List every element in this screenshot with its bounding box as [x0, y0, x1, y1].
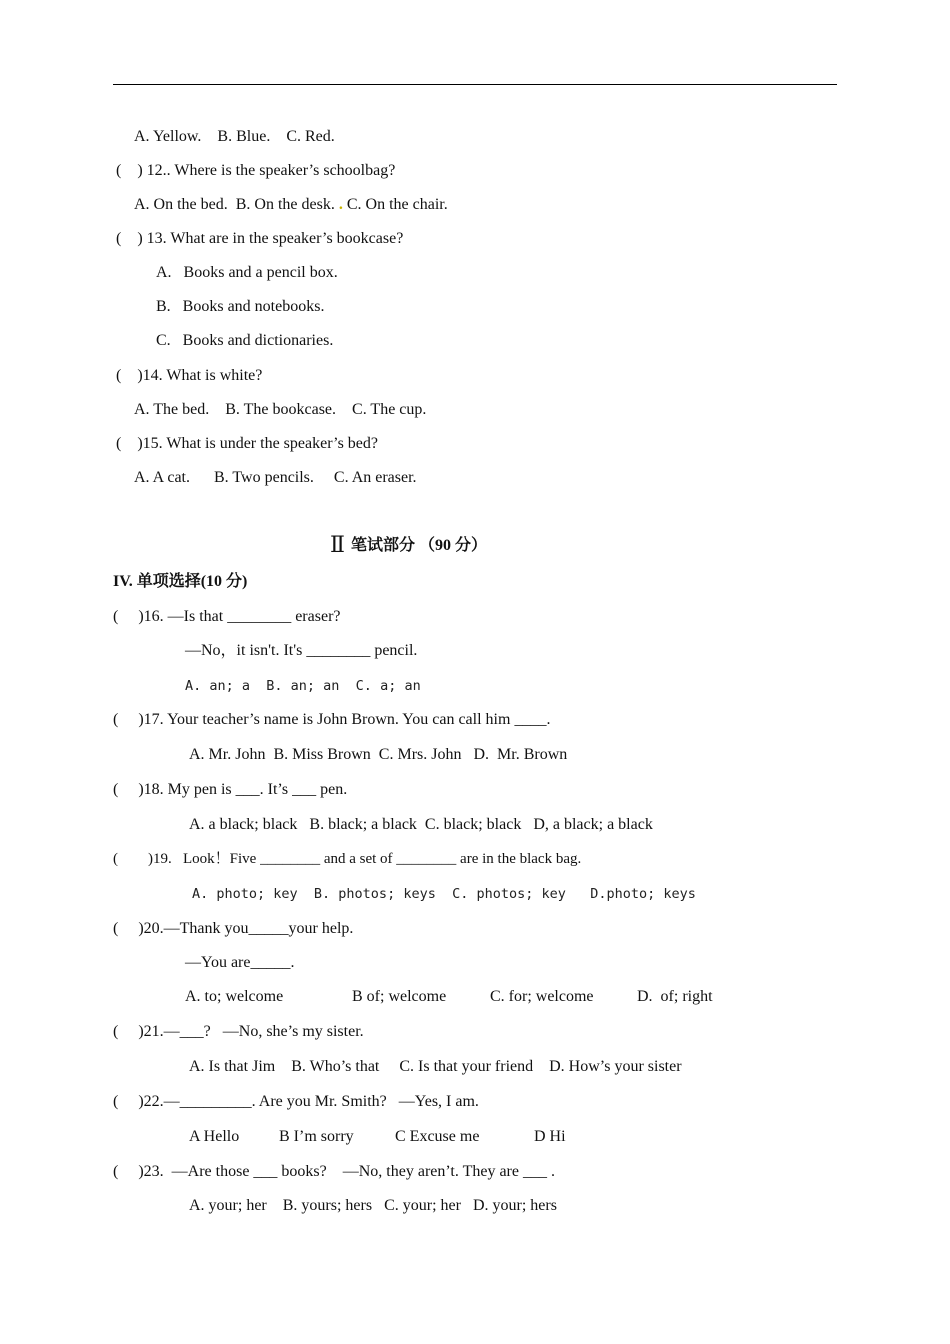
q20-option-c: C. for; welcome [490, 988, 594, 1005]
q22-option-b: B I’m sorry [279, 1128, 354, 1145]
q19-stem: ( )19. Look！Five ________ and a set of ________ are in the black bag. [113, 851, 582, 867]
q15-options: A. A cat. B. Two pencils. C. An eraser. [134, 469, 417, 486]
q16-options: A. an; a B. an; an C. a; an [185, 678, 421, 694]
q22-option-d: D Hi [534, 1128, 566, 1145]
q17-stem: ( )17. Your teacher’s name is John Brown. You can call him ____. [113, 711, 551, 728]
q14-stem: ( )14. What is white? [116, 367, 263, 384]
q18-options: A. a black; black B. black; a black C. black; black D, a black; a black [189, 816, 653, 833]
q22-option-c: C Excuse me [395, 1128, 480, 1145]
q17-options: A. Mr. John B. Miss Brown C. Mrs. John D. Mr. Brown [189, 746, 568, 763]
q13-option-a: A. Books and a pencil box. [156, 264, 338, 281]
q12-stem: ( ) 12.. Where is the speaker’s schoolbag? [116, 162, 396, 179]
q21-stem: ( )21.—___? —No, she’s my sister. [113, 1023, 364, 1040]
q12-dot: . [338, 196, 343, 213]
q22-option-a: A Hello [189, 1128, 240, 1145]
q11-options: A. Yellow. B. Blue. C. Red. [134, 128, 335, 145]
q20-stem: ( )20.—Thank you_____your help. [113, 920, 354, 937]
q23-stem: ( )23. —Are those ___ books? —No, they aren’t. They are ___ . [113, 1163, 555, 1180]
q12-options-a: A. On the bed. B. On the desk. [134, 196, 339, 213]
written-section-title [330, 533, 487, 558]
q12-options [134, 195, 448, 215]
roman-numeral-two: Ⅱ [330, 533, 345, 558]
header-rule [113, 84, 837, 85]
q12-options-b: C. On the chair. [342, 196, 448, 213]
q20-option-d: D. of; right [637, 988, 713, 1005]
q18-stem: ( )18. My pen is ___. It’s ___ pen. [113, 781, 348, 798]
q14-options: A. The bed. B. The bookcase. C. The cup. [134, 401, 427, 418]
q19-options: A. photo; key B. photos; keys C. photos; key D.photo; keys [192, 886, 696, 902]
q13-option-b: B. Books and notebooks. [156, 298, 325, 315]
q20-option-a: A. to; welcome [185, 988, 284, 1005]
q22-stem: ( )22.—_________. Are you Mr. Smith? —Yes, I am. [113, 1093, 479, 1110]
q16-reply: —No，it isn't. It's ________ pencil. [185, 642, 418, 659]
q23-options: A. your; her B. yours; hers C. your; her D. your; hers [189, 1197, 557, 1214]
q21-options: A. Is that Jim B. Who’s that C. Is that your friend D. How’s your sister [189, 1058, 682, 1075]
q16-stem: ( )16. —Is that ________ eraser? [113, 608, 341, 625]
q20-reply: —You are_____. [185, 954, 295, 971]
written-title-text: 笔试部分 （90 分） [350, 537, 487, 554]
q13-stem: ( ) 13. What are in the speaker’s bookcase? [116, 230, 404, 247]
q20-option-b: B of; welcome [352, 988, 447, 1005]
q13-option-c: C. Books and dictionaries. [156, 332, 334, 349]
section-iv-heading: IV. 单项选择(10 分) [113, 573, 248, 590]
q15-stem: ( )15. What is under the speaker’s bed? [116, 435, 378, 452]
